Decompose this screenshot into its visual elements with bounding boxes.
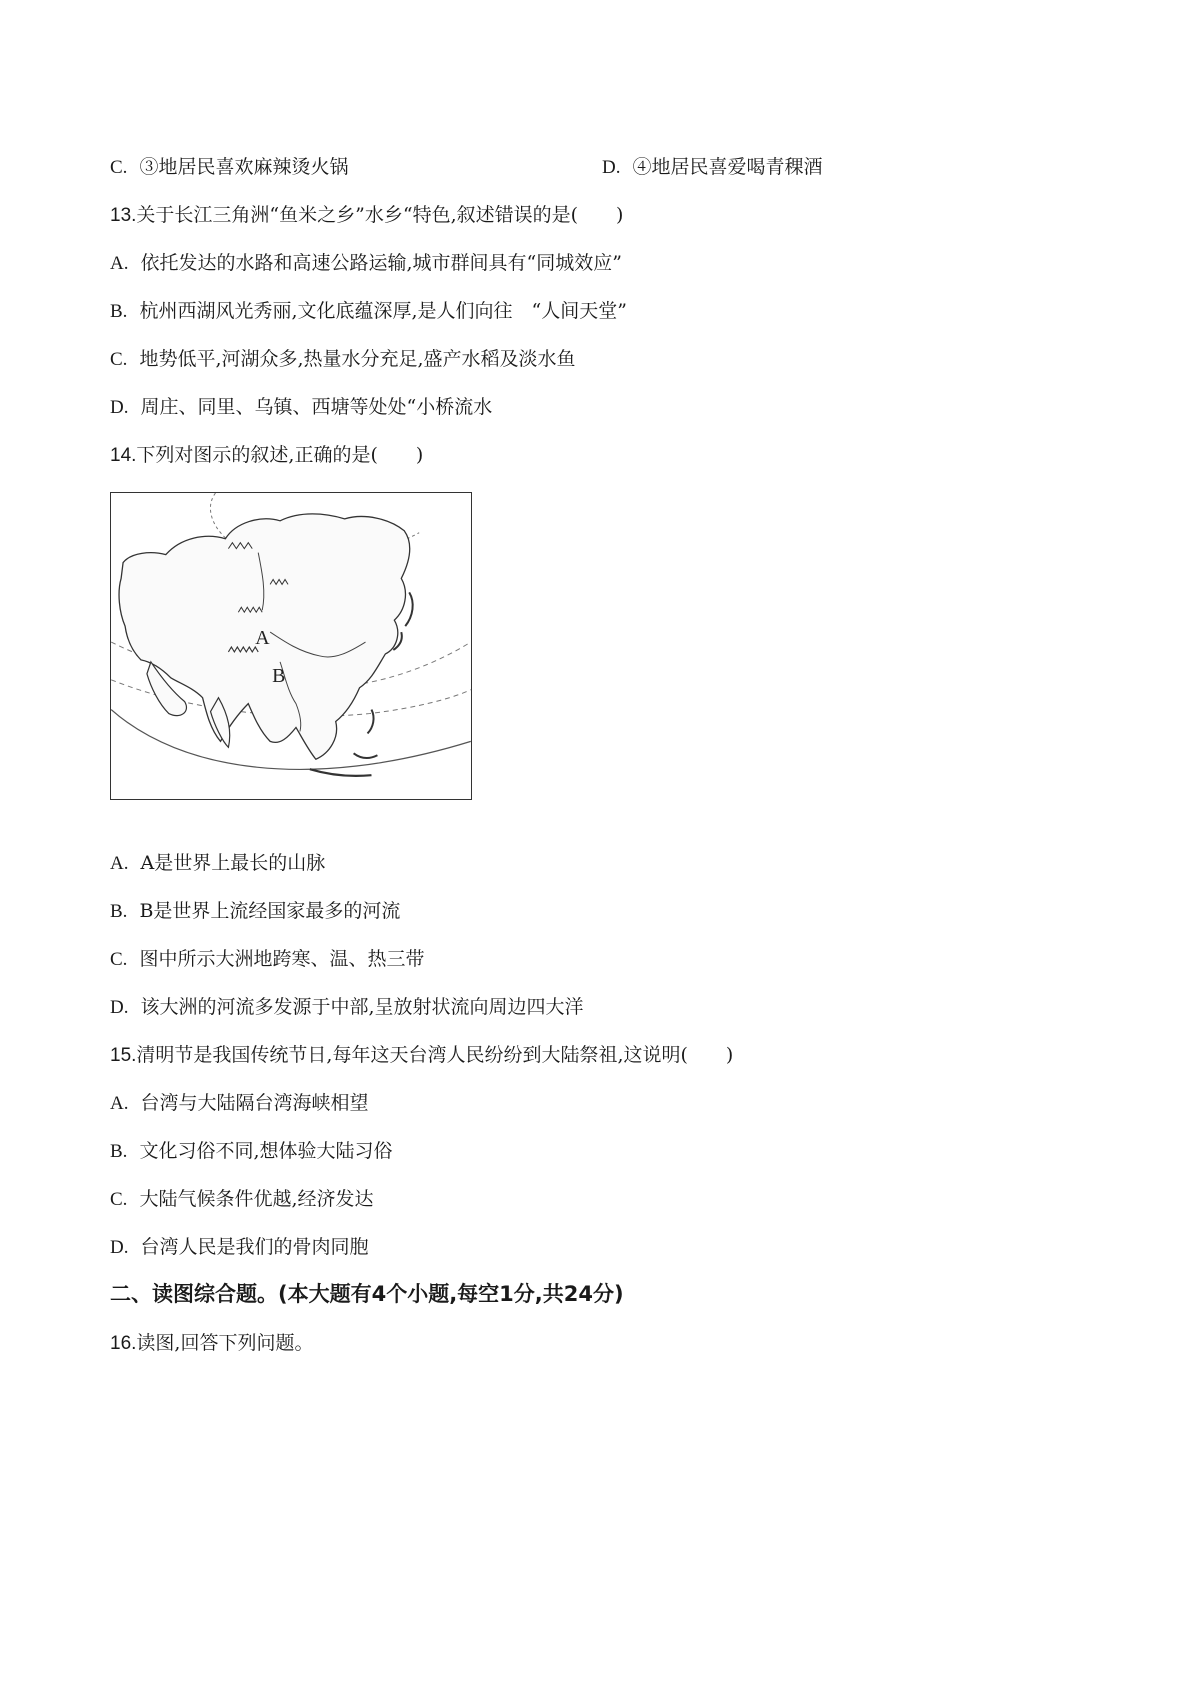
option-text: ③地居民喜欢麻辣烫火锅 <box>139 156 349 178</box>
option-text: 该大洲的河流多发源于中部,呈放射状流向周边四大洋 <box>140 996 584 1018</box>
indonesia-islands <box>354 753 378 758</box>
question-number: 13. <box>110 205 137 226</box>
option-key: D. <box>602 157 621 178</box>
question-number: 15. <box>110 1045 137 1066</box>
section-2-heading: 二、读图综合题。(本大题有4个小题,每空1分,共24分) <box>110 1282 624 1306</box>
indonesia-islands <box>310 769 372 776</box>
option-text: 文化习俗不同,想体验大陆习俗 <box>139 1140 393 1162</box>
map-label-b: B <box>272 664 286 687</box>
option-key: B. <box>110 301 128 322</box>
map-label-a: A <box>255 627 270 650</box>
option-key: C. <box>110 949 128 970</box>
option-key: B. <box>110 1141 128 1162</box>
q15-option-b <box>110 1137 392 1166</box>
option-text: 台湾人民是我们的骨肉同胞 <box>140 1236 369 1258</box>
q13-option-a <box>110 249 622 278</box>
question-text: 下列对图示的叙述,正确的是( ) <box>136 444 424 466</box>
option-text: 依托发达的水路和高速公路运输,城市群间具有“同城效应” <box>140 252 622 274</box>
question-text: 清明节是我国传统节日,每年这天台湾人民纷纷到大陆祭祖,这说明( ) <box>136 1044 734 1066</box>
option-text: 图中所示大洲地跨寒、温、热三带 <box>139 948 425 970</box>
option-key: A. <box>110 1093 129 1114</box>
q12-option-d <box>602 153 823 182</box>
q16-stem <box>110 1329 313 1358</box>
q15-option-c <box>110 1185 373 1214</box>
q13-option-c <box>110 345 576 374</box>
japan-islands <box>405 592 412 626</box>
option-text: 杭州西湖风光秀丽,文化底蕴深厚,是人们向往 “人间天堂” <box>139 300 627 322</box>
q15-option-a <box>110 1089 369 1118</box>
question-number: 14. <box>110 445 137 466</box>
option-key: B. <box>110 901 128 922</box>
option-key: D. <box>110 997 129 1018</box>
option-text: 台湾与大陆隔台湾海峡相望 <box>140 1092 369 1114</box>
question-text: 读图,回答下列问题。 <box>136 1332 314 1354</box>
q15-stem <box>110 1041 733 1070</box>
q14-option-c <box>110 945 424 974</box>
option-key: C. <box>110 1189 128 1210</box>
option-key: C. <box>110 349 128 370</box>
option-text: 大陆气候条件优越,经济发达 <box>139 1188 374 1210</box>
option-key: A. <box>110 853 129 874</box>
option-key: D. <box>110 1237 129 1258</box>
option-text: ④地居民喜爱喝青稞酒 <box>632 156 823 178</box>
asia-map-svg <box>111 493 471 799</box>
q14-option-b <box>110 897 400 926</box>
q14-option-d <box>110 993 584 1022</box>
question-text: 关于长江三角洲“鱼米之乡”水乡“特色,叙述错误的是( ) <box>136 204 624 226</box>
q13-stem <box>110 201 623 230</box>
option-text: 周庄、同里、乌镇、西塘等处处“小桥流水 <box>140 396 493 418</box>
q14-option-a <box>110 849 325 878</box>
option-key: C. <box>110 157 128 178</box>
q13-option-b <box>110 297 627 326</box>
option-text: B是世界上流经国家最多的河流 <box>139 900 401 922</box>
question-number: 16. <box>110 1333 137 1354</box>
option-text: 地势低平,河湖众多,热量水分充足,盛产水稻及淡水鱼 <box>139 348 576 370</box>
q14-stem <box>110 441 423 470</box>
option-text: A是世界上最长的山脉 <box>140 852 326 874</box>
q15-option-d <box>110 1233 369 1262</box>
option-key: D. <box>110 397 129 418</box>
asia-map-figure <box>110 492 472 800</box>
option-key: A. <box>110 253 129 274</box>
q12-option-c <box>110 153 348 182</box>
q13-option-d <box>110 393 492 422</box>
